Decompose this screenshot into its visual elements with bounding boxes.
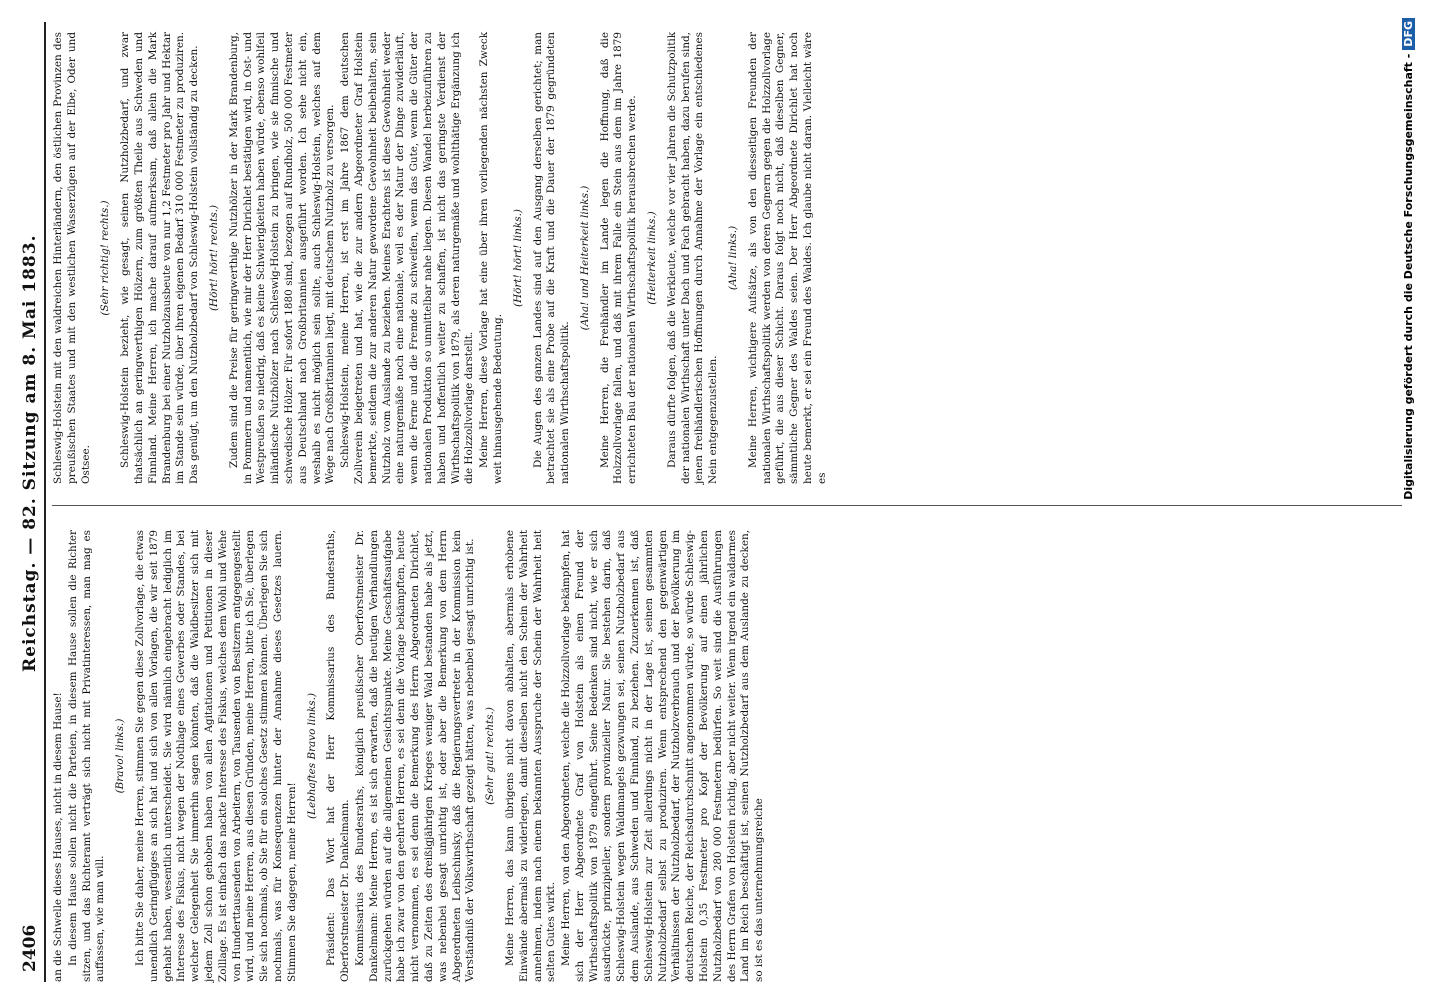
reaction-note: (Hört! hört! links.) <box>511 209 524 307</box>
paragraph: Ich bitte Sie daher, meine Herren, stimmen Sie gegen diese Zollvorlage, die etwas unendlich Geringfügiges an sich hat und sich von allen Vorlagen, die wir seit 1879 gehabt haben, wesentlich unterscheidet. Sie wird nämlich eingebracht lediglich im Interesse des Fiskus, nicht wegen der Nothlage eines Gewerbes oder Standes, bei welcher Gelegenheit Sie immerhin sagen könnten, daß die Waldbesitzer sich mit jedem Zoll schon gehoben haben von allen Agitationen und Petitionen in dieser Zolllage. Es ist einfach das nackte Interesse des Fiskus, welches dem Wohl und Wehe von Hunderttausenden von Arbeitern, von Tausenden von Besitzern entgegengestellt wird, und meine Herren, aus diesen Gründen, meine Herren, bitte ich Sie, überlegen Sie sich nochmals, ob Sie für ein solches Gesetz stimmen können. Überlegen Sie sich nochmals, was für Konsequenzen hinter der Annahme dieses Gesetzes lauern. Stimmen Sie dagegen, meine Herren! <box>133 530 298 982</box>
dfg-logo: DFG <box>1402 18 1415 50</box>
paragraph: Meine Herren, die Freihändler im Lande legen die Hoffnung, daß die Holzzollvorlage fallen, und daß mit ihrem Falle ein Stein aus dem im Jahre 1879 errichteten Bau der nationalen Wirthschaftspolitik herausbrechen werde. <box>598 32 639 484</box>
left-column <box>52 530 1392 982</box>
paragraph: Meine Herren, von den Abgeordneten, welche die Holzzollvorlage bekämpfen, hat sich der Herr Abgeordnete Graf von Holstein als einen Freund der Wirthschaftspolitik von 1879 eingeführt. Seine Bedenken sind nicht, wie er sich ausdrückte, prinzipieller, sondern provinzieller Natur. Sie bestehen darin, daß Schleswig-Holstein wegen Waldmangels gezwungen sei, seinen Nutzholzbedarf aus dem Auslande, aus Schweden und Finnland, zu beziehen. Zuzuerkennen ist, daß Schleswig-Holstein zur Zeit allerdings nicht in der Lage ist, seinen gesammten Nutzholzbedarf selbst zu produziren. Wenn entsprechend den gegenwärtigen Verhältnissen der Nutzholzbedarf, der Nutzholzverbrauch und der Bevölkerung im deutschen Reiche, der Reichsdurchschnitt angenommen würde, so würde Schleswig-Holstein 0,35 Festmeter pro Kopf der Bevölkerung auf einen jährlichen Nutzholzbedarf von 280 000 Festmetern bedürfen. So weit sind die Ausführungen des Herrn Grafen von Holstein richtig, aber nicht weiter. Wenn irgend ein waldarmes Land im Reich beschäftigt ist, seinen Nutzholzbedarf aus dem Auslande zu decken, so ist es das unternehmungsreiche <box>560 530 766 982</box>
reaction-note: (Bravo! links.) <box>114 718 127 794</box>
paragraph: Kommissarius des Bundesraths, königlich preußischer Oberforstmeister Dr. Dankelmann: Meine Herren, es ist sich erwarten, daß die heutigen Verhandlungen zurückgehen würden auf die allgemeinen Gesichtspunkte. Meine Geschäftsaufgabe habe ich zwar von den geehrten Herren, es sei denn die Vorlage bekämpften, heute nicht vernommen, es sei denn die Bemerkung des Herrn Abgeordneten Dirichlet, daß zu Zeiten des dreißigjährigen Krieges weniger Wald bestanden habe als jetzt, was nebenbei gesagt unrichtig ist, oder aber die Bemerkung von dem Herrn Abgeordneten Leibschinsky, daß die Regierungsvertreter in der Kommission kein Verständniß der Volkswirthschaft gezeigt hätten, was nebenbei gesagt unrichtig ist. <box>353 530 477 982</box>
column-separator <box>52 505 1402 506</box>
paragraph: Schleswig-Holstein bezieht, wie gesagt, seinen Nutzholzbedarf, und zwar thatsächlich an geringwerthigen Hölzern, zum größten Theile aus Schweden und Finnland. Meine Herren, ich mache darauf aufmerksam, daß allein die Mark Brandenburg bei einer Nutzholzausbeute von nur 1,2 Festmeter pro Jahr und Hektar im Stande sein würde, über ihren eigenen Bedarf 310 000 Festmeter zu produziren. Das genügt, um den Nutzholzbedarf von Schleswig-Holstein vollständig zu decken. <box>119 32 201 484</box>
reaction-note: (Sehr gut! rechts.) <box>484 707 497 805</box>
paragraph: Zudem sind die Preise für geringwerthige Nutzhölzer in der Mark Brandenburg, in Pommern und namentlich, wie mir der Herr Dirichlet bestätigen wird, in Ost- und Westpreußen so niedrig, daß es keine Schwierigkeiten haben würde, ebenso wohlfeil inländische Nutzhölzer nach Schleswig-Holstein zu bringen, wie sie finnische und schwedische Hölzer. Für sofort 1880 sind, bezogen auf Rundholz, 500 000 Festmeter aus Deutschland nach Großbritannien ausgeführt worden. Ich sehe nicht ein, weshalb es nicht möglich sein sollte, auch Schleswig-Holstein, welches auf dem Wege nach Großbritannien liegt, mit deutschem Nutzholz zu versorgen. <box>227 32 337 484</box>
paragraph: Präsident: Das Wort hat der Herr Kommissarius des Bundesraths, Oberforstmeister Dr. Dankelmann. <box>325 530 352 982</box>
paragraph: In diesem Hause sollen nicht die Parteien, in diesem Hause sollen die Richter sitzen, und das Richteramt verträgt sich nicht mit Privatinteressen, man mag es auffassen, wie man will. <box>66 530 107 982</box>
reaction-note: (Aha! links.) <box>727 225 740 291</box>
right-column <box>52 32 1352 484</box>
credit-text: Digitalisierung gefördert durch die Deutsche Forschungsgemeinschaft - <box>1402 53 1415 500</box>
paragraph: an die Schwelle dieses Hauses, nicht in diesem Hause! <box>52 692 64 982</box>
reaction-note: (Lebhaftes Bravo links.) <box>305 693 318 819</box>
paragraph: Daraus dürfte folgen, daß die Werkleute, welche vor vier Jahren die Schutzpolitik der nationalen Wirthschaft unter Dach und Fach gebracht haben, dazu berufen sind, jenen freihändlerischen Hoffnungen durch Annahme der Vorlage ein entschiedenes Nein entgegenzustellen. <box>665 32 720 484</box>
paragraph: Die Augen des ganzen Landes sind auf den Ausgang derselben gerichtet; man betrachtet sie als eine Probe auf die Kraft und die Dauer der 1879 gegründeten nationalen Wirthschaftspolitik. <box>531 32 572 484</box>
reaction-note: (Heiterkeit links.) <box>646 211 659 305</box>
digitization-credit <box>1402 18 1420 982</box>
paragraph: Schleswig-Holstein mit den waldreichen Hinterländern, den östlichen Provinzen des preußischen Staates und mit den westlichen Wasserzügen auf der Elbe, Oder und Ostsee. <box>52 32 92 484</box>
paragraph: Meine Herren, wichtigere Aufsätze, als von den diesseitigen Freunden der nationalen Wirthschaftspolitik werden von deren Gegnern gegen die Holzzollvorlage geführt, die aus dieser Schicht. Daraus folgt noch nicht, daß dieselben Gegner, sämmtliche Gegner des Waldes seien. Der Herr Abgeordnete Dirichlet hat noch heute bemerkt, er sei ein Freund des Waldes. Ich glaube nicht daran. Vielleicht wäre es <box>746 32 828 484</box>
reaction-note: (Sehr richtig! rechts.) <box>99 200 112 316</box>
reaction-note: (Aha! und Heiterkeit links.) <box>578 185 591 331</box>
reaction-note: (Hört! hört! rechts.) <box>207 204 220 312</box>
page-number: 2406 <box>20 924 40 972</box>
paragraph: Meine Herren, das kann übrigens nicht davon abhalten, abermals erhobene Einwände abermals zu widerlegen, damit dieselben nicht den Schein der Wahrheit annehmen, indem nach einem bekannten Ausspruche der Schein der Wahrheit heit selten Gutes wirkt. <box>503 530 558 982</box>
paragraph: Schleswig-Holstein, meine Herren, ist erst im Jahre 1867 dem deutschen Zollverein beigetreten und hat, wie die zur andern Abgeordneter Graf Holstein bemerkte, seitdem die zur anderen Natur gewordene Gewohnheit beibehalten, sein Nutzholz vom Auslande zu beziehen. Meines Erachtens ist diese Gewohnheit weder eine naturgemäße noch eine nationale, weil es der Natur der Dinge zuwiderläuft, wenn die Ferne und die Fremde zu schweifen, wenn das Gute, wenn die Güter der nationalen Produktion so unmittelbar nahe liegen. Diesen Wandel herbeizuführen zu haben und hoffentlich weiter zu schaffen, ist nicht das geringste Verdienst der Wirthschaftspolitik von 1879, als deren naturgemäße und wohlthätige Ergänzung ich die Holzzollvorlage darstellt. <box>339 32 476 484</box>
paragraph: Meine Herren, diese Vorlage hat eine über ihren vorliegenden nächsten Zweck weit hinausgehende Bedeutung. <box>478 32 504 484</box>
running-head: Reichstag. — 82. Sitzung am 8. Mai 1883. <box>20 234 40 672</box>
page-header <box>18 22 46 982</box>
